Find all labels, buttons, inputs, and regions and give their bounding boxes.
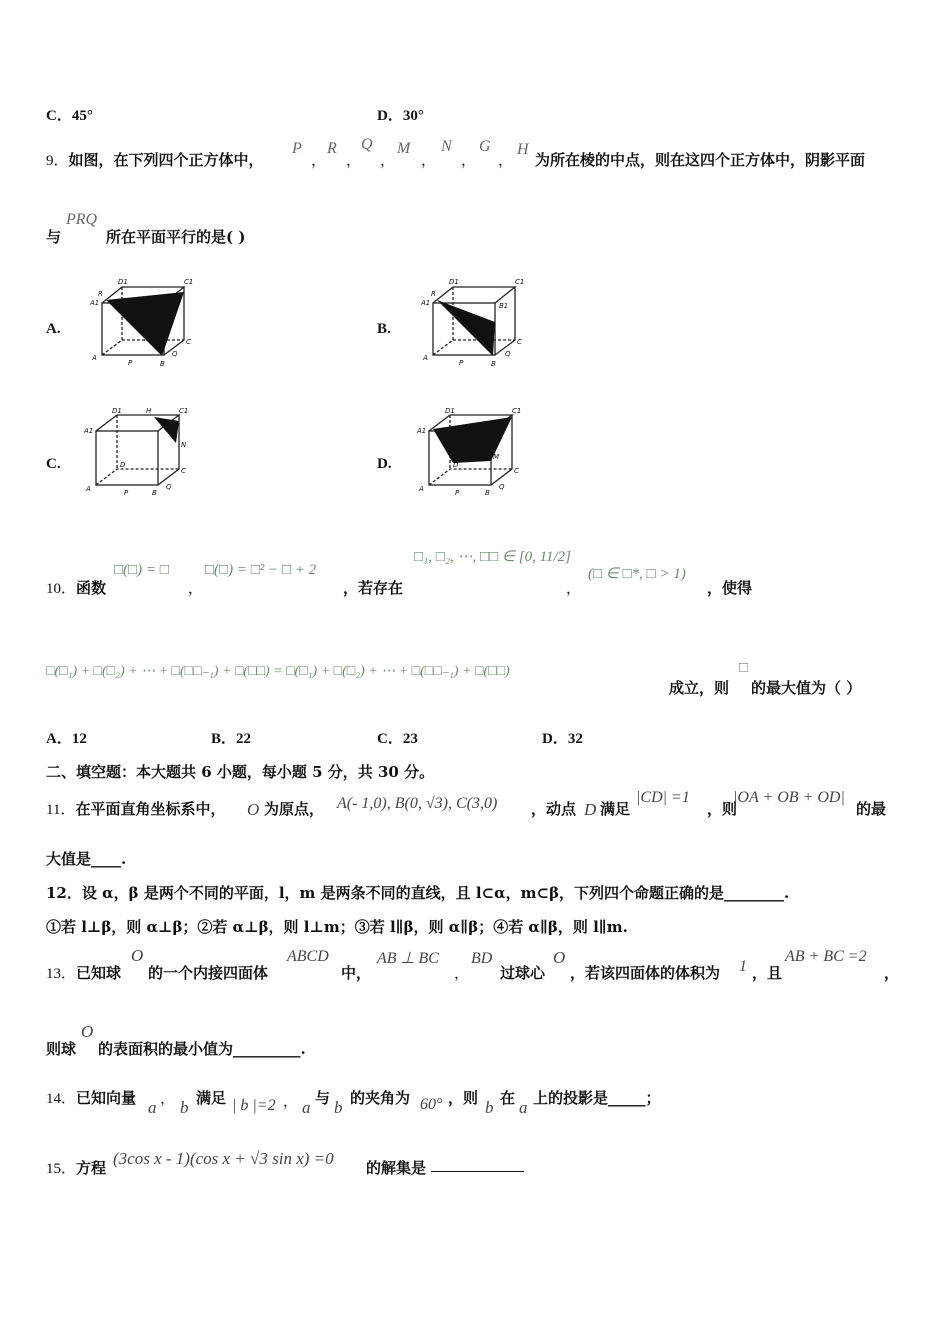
- q10-n-box: □: [739, 660, 749, 676]
- q13-comma: ，: [884, 964, 900, 982]
- q11-text6: 的最: [856, 800, 887, 818]
- q10-option-d: D．32: [542, 731, 583, 747]
- q13-text2: 的一个内接四面体: [148, 964, 269, 982]
- q9-text3a: 与: [46, 228, 62, 246]
- q12-line2: ①若 l⊥β，则 α⊥β；②若 α⊥β，则 l⊥m；③若 l∥β，则 α∥β；④若 α∥β，则 l∥m.: [46, 918, 628, 936]
- q14-vector-a3: a: [519, 1098, 528, 1117]
- svg-text:D: D: [120, 461, 126, 469]
- q13-bd: BD: [471, 950, 493, 967]
- q11-points: A(- 1,0), B(0, √3), C(3,0): [337, 795, 498, 812]
- svg-text:A: A: [92, 354, 97, 362]
- q9-var-r: R: [327, 140, 337, 157]
- q15-equation: (3cos x - 1)(cos x + √3 sin x) =0: [113, 1149, 334, 1168]
- q14-vector-a: a: [148, 1098, 157, 1117]
- q10-xs: □₁, □₂, ⋯, □□ ∈ [0, 11/2]: [414, 549, 571, 565]
- q9-option-c: C.: [46, 456, 61, 472]
- svg-text:C1: C1: [512, 407, 522, 415]
- q13-sphere-o2: O: [553, 948, 566, 967]
- svg-text:A: A: [86, 485, 91, 493]
- q13-text8: 的表面积的最小值为_________.: [98, 1040, 306, 1058]
- svg-text:R: R: [98, 290, 103, 298]
- q11-text3: ，动点: [531, 800, 577, 818]
- svg-text:Q: Q: [505, 350, 511, 358]
- q14-line1: [46, 1087, 136, 1108]
- svg-text:A1: A1: [417, 427, 427, 435]
- cube-figure-c: [84, 403, 194, 503]
- q8-option-c: C．45°: [46, 108, 93, 124]
- q10-line1: [46, 577, 106, 598]
- svg-text:P: P: [124, 489, 129, 497]
- q9-var-g: G: [479, 138, 491, 155]
- q13-text3: 中，: [341, 964, 372, 982]
- svg-text:B: B: [485, 489, 490, 497]
- q8-option-d: D．30°: [377, 108, 424, 124]
- svg-text:B1: B1: [499, 302, 509, 310]
- q13-sphere-o3: O: [81, 1022, 94, 1041]
- svg-text:C: C: [181, 467, 186, 475]
- q11-line1: [46, 798, 225, 819]
- q13-abcd: ABCD: [287, 948, 329, 965]
- q14-text3: 与: [315, 1089, 331, 1107]
- q10-option-c: C．23: [377, 731, 418, 747]
- q10-equation: □(□₁) + □(□₂) + ⋯ + □(□□₋₁) + □(□□) = □(□₁) + □(□₂) + ⋯ + □(□□₋₁) + □(□□): [46, 664, 510, 679]
- q13-sphere-o: O: [131, 946, 144, 965]
- q14-norm: | b |=2: [232, 1097, 276, 1114]
- q14-vector-b: b: [180, 1098, 189, 1117]
- q14-text6: 在: [500, 1089, 516, 1107]
- svg-text:D: D: [453, 461, 459, 469]
- cube-figure-a: [84, 270, 194, 370]
- cube-figure-d: [415, 403, 525, 503]
- svg-text:H: H: [146, 407, 152, 415]
- q13-text1: 已知球: [76, 964, 122, 982]
- svg-text:C1: C1: [184, 278, 194, 286]
- svg-text:P: P: [459, 359, 464, 367]
- cube-figure-b: [415, 270, 525, 370]
- q13-line1: [46, 962, 121, 983]
- q9-option-b: B.: [377, 321, 391, 337]
- q10-option-a: A．12: [46, 731, 87, 747]
- q11-vector-sum: |OA + OB + OD|: [733, 789, 845, 806]
- q10-text2: ，若存在: [343, 579, 404, 597]
- q9-text2: 为所在棱的中点，则在这四个正方体中，阴影平面: [535, 151, 866, 169]
- q15-text1: 方程: [76, 1159, 107, 1177]
- q10-text4: 成立，则: [669, 679, 730, 697]
- section-2-heading: 二、填空题：本大题共 6 小题，每小题 5 分，共 30 分。: [46, 763, 435, 781]
- svg-text:P: P: [455, 489, 460, 497]
- q10-cond: (□ ∈ □*, □ > 1): [588, 566, 686, 582]
- svg-text:A: A: [419, 485, 424, 493]
- q15-line1: [46, 1157, 106, 1178]
- svg-text:B: B: [491, 360, 496, 368]
- q14-number: 14．: [46, 1091, 77, 1107]
- q11-text4: 满足: [600, 800, 631, 818]
- svg-text:D1: D1: [118, 278, 128, 286]
- svg-text:R: R: [431, 290, 436, 298]
- q13-number: 13．: [46, 966, 77, 982]
- q9-var-h: H: [517, 141, 529, 158]
- q13-text4: 过球心: [500, 964, 546, 982]
- q14-vector-a2: a: [302, 1098, 311, 1117]
- q9-var-p: P: [292, 140, 302, 157]
- q14-text7: 上的投影是_____；: [533, 1089, 661, 1107]
- q13-volume: 1: [739, 958, 747, 975]
- q14-text2: 满足: [196, 1089, 227, 1107]
- svg-text:Q: Q: [172, 350, 178, 358]
- q9-text1: 如图，在下列四个正方体中，: [68, 151, 264, 169]
- svg-text:A1: A1: [90, 299, 100, 307]
- q10-number: 10．: [46, 581, 77, 597]
- svg-text:C: C: [514, 467, 519, 475]
- svg-text:C: C: [517, 338, 522, 346]
- svg-text:C: C: [186, 338, 191, 346]
- svg-text:A: A: [423, 354, 428, 362]
- q15-text2: 的解集是: [366, 1159, 427, 1177]
- q11-number: 11．: [46, 802, 76, 818]
- q11-origin: O: [247, 800, 260, 819]
- svg-text:B: B: [152, 489, 157, 497]
- q11-text2: 为原点，: [264, 800, 325, 818]
- q13-text5: ，若该四面体的体积为: [570, 964, 721, 982]
- q13-perp: AB ⊥ BC: [377, 950, 439, 967]
- q11-point-d: D: [584, 800, 597, 819]
- q11-text7: 大值是____.: [46, 850, 127, 868]
- q10-f1: □(□) = □: [114, 562, 169, 578]
- svg-text:P: P: [128, 359, 133, 367]
- q10-option-b: B．22: [211, 731, 252, 747]
- q9-option-a: A.: [46, 321, 61, 337]
- q14-vector-b2: b: [334, 1098, 343, 1117]
- q15-answer-blank: [431, 1157, 524, 1176]
- q9-plane: PRQ: [66, 211, 98, 228]
- svg-text:C1: C1: [179, 407, 189, 415]
- svg-text:M: M: [493, 453, 500, 461]
- svg-text:A1: A1: [84, 427, 94, 435]
- q13-text7: 则球: [46, 1040, 77, 1058]
- svg-text:D1: D1: [449, 278, 459, 286]
- q9-var-n: N: [441, 138, 452, 155]
- q9-line1: [46, 149, 264, 170]
- q13-sum: AB + BC =2: [785, 948, 867, 965]
- svg-text:N: N: [181, 441, 187, 449]
- q14-angle: 60°: [420, 1096, 443, 1113]
- svg-text:D1: D1: [445, 407, 455, 415]
- q9-option-d: D.: [377, 456, 392, 472]
- q9-var-q: Q: [361, 136, 373, 153]
- q13-text6: ，且: [752, 964, 783, 982]
- q14-text5: ，则: [448, 1089, 479, 1107]
- svg-text:C1: C1: [515, 278, 525, 286]
- q14-text4: 的夹角为: [350, 1089, 411, 1107]
- q10-text1: 函数: [76, 579, 107, 597]
- q14-text1: 已知向量: [76, 1089, 137, 1107]
- q9-text3b: 所在平面平行的是( ): [106, 228, 246, 246]
- q11-text5: ，则: [707, 800, 738, 818]
- q9-number: 9．: [46, 153, 69, 169]
- q14-vector-b3: b: [485, 1098, 494, 1117]
- q9-var-m: M: [397, 140, 411, 157]
- q12-line1: 12．设 α，β 是两个不同的平面，l，m 是两条不同的直线，且 l⊂α，m⊂β，下列四个命题正确的是________.: [46, 884, 790, 902]
- q11-cd: |CD| =1: [636, 789, 690, 806]
- q15-number: 15．: [46, 1161, 77, 1177]
- svg-text:G: G: [170, 425, 176, 433]
- q10-f2: □(□) = □² − □ + 2: [205, 562, 317, 578]
- q11-text1: 在平面直角坐标系中，: [75, 800, 226, 818]
- svg-text:B: B: [160, 360, 165, 368]
- q10-text5: 的最大值为（ ）: [751, 679, 862, 697]
- svg-text:Q: Q: [499, 483, 505, 491]
- svg-text:D1: D1: [112, 407, 122, 415]
- q10-text3: ，使得: [707, 579, 753, 597]
- svg-text:Q: Q: [166, 483, 172, 491]
- svg-text:A1: A1: [421, 299, 431, 307]
